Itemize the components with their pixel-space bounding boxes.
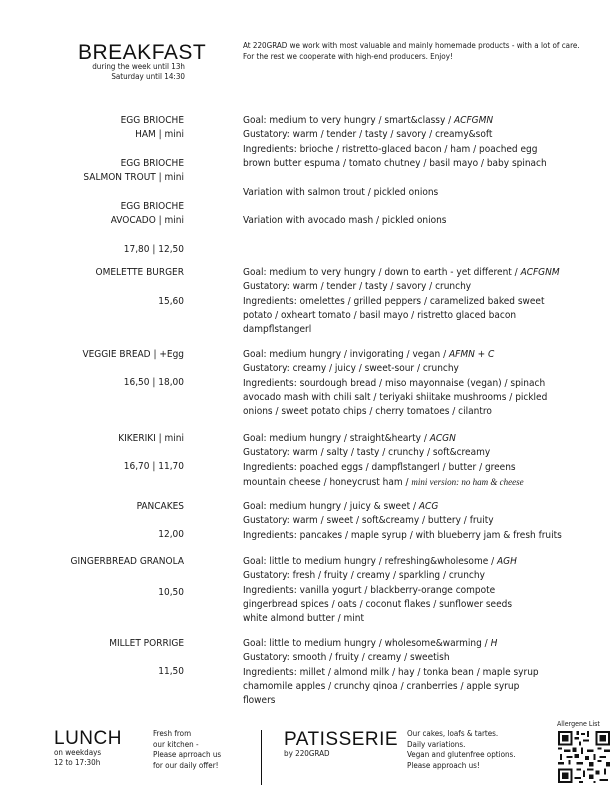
- item-name-omelette-burger: OMELETTE BURGER: [95, 267, 184, 278]
- ingredients-line: white almond butter / mint: [243, 613, 364, 625]
- gustatory-line: Gustatory: warm / salty / tasty / crunchy / soft&creamy: [243, 447, 491, 459]
- item-name-line: HAM | mini: [135, 129, 184, 141]
- ingredients-text: mountain cheese / honeycrust ham /: [243, 476, 412, 488]
- patisserie-sub: by 220GRAD: [284, 749, 330, 758]
- goal-text: Goal: medium hungry / juicy & sweet /: [243, 501, 419, 512]
- variation-salmon: Variation with salmon trout / pickled onions: [243, 187, 439, 198]
- allergen-codes: ACGN: [429, 433, 456, 444]
- ingredients-line: flowers: [243, 695, 276, 707]
- item-desc-kikeriki: [243, 432, 615, 490]
- item-desc-gingerbread-granola: [243, 555, 615, 626]
- patisserie-title: PATISSERIE: [284, 729, 399, 750]
- item-name-line: AVOCADO | mini: [110, 215, 184, 227]
- goal-line: [243, 500, 615, 514]
- lunch-text-line: Please aprroach us: [153, 750, 222, 759]
- item-name-egg-brioche-avocado: [0, 200, 184, 229]
- hours-weekday: during the week until 13h: [92, 62, 185, 71]
- item-price-pancakes: 12,00: [158, 529, 184, 540]
- item-desc-egg-brioche: [243, 114, 615, 171]
- footer-divider: [261, 730, 262, 785]
- ingredients-line: onions / sweet potato chips / cherry tomatoes / cilantro: [243, 406, 492, 418]
- ingredients-line: gingerbread spices / oats / coconut flakes / sunflower seeds: [243, 598, 513, 610]
- qr-code-icon[interactable]: [558, 731, 610, 783]
- patisserie-text-line: Vegan and glutenfree options.: [407, 750, 516, 759]
- ingredients-line: potato / oxheart tomato / basil mayo / ristretto glaced bacon: [243, 309, 517, 321]
- item-name-line: EGG BRIOCHE: [120, 201, 184, 212]
- lunch-hours: [54, 748, 101, 768]
- goal-text: Goal: little to medium hungry / wholesome&warming /: [243, 638, 491, 649]
- ingredients-line: Ingredients: sourdough bread / miso mayonnaise (vegan) / spinach: [243, 377, 546, 389]
- ingredients-line: Ingredients: omelettes / grilled peppers / caramelized baked sweet: [243, 295, 545, 307]
- allergen-codes: ACFGNM: [520, 267, 560, 278]
- item-name-line: SALMON TROUT | mini: [83, 172, 184, 184]
- item-desc-pancakes: [243, 500, 615, 543]
- ingredients-line: dampflstangerl: [243, 324, 312, 336]
- goal-line: [243, 114, 615, 128]
- patisserie-text: [407, 729, 516, 771]
- item-name-gingerbread-granola: GINGERBREAD GRANOLA: [70, 556, 184, 567]
- item-name-egg-brioche-salmon: [0, 157, 184, 186]
- lunch-text-line: Fresh from: [153, 729, 192, 738]
- gustatory-line: Gustatory: creamy / juicy / sweet-sour / crunchy: [243, 363, 459, 375]
- item-price-gingerbread-granola: 10,50: [158, 587, 184, 598]
- page-title: BREAKFAST: [78, 41, 207, 64]
- intro-text: [243, 40, 580, 62]
- goal-text: Goal: medium hungry / straight&hearty /: [243, 433, 430, 444]
- allergen-codes: H: [490, 638, 498, 649]
- goal-text: Goal: medium to very hungry / smart&classy /: [243, 115, 455, 126]
- gustatory-line: Gustatory: smooth / fruity / creamy / sweetish: [243, 652, 450, 664]
- item-desc-omelette-burger: [243, 266, 615, 337]
- variation-avocado: Variation with avocado mash / pickled onions: [243, 215, 447, 226]
- item-price-omelette-burger: 15,60: [158, 296, 184, 307]
- allergen-codes: AGH: [496, 556, 517, 567]
- ingredients-line: [243, 475, 615, 490]
- goal-line: [243, 432, 615, 446]
- patisserie-text-line: Please approach us!: [407, 760, 480, 770]
- item-price-kikeriki: 16,70 | 11,70: [123, 461, 184, 472]
- ingredients-line: avocado mash with chili salt / teriyaki shiitake mushrooms / pickled: [243, 391, 548, 403]
- patisserie-text-line: Daily variations.: [407, 739, 466, 749]
- gustatory-line: Gustatory: warm / tender / tasty / savory / crunchy: [243, 281, 472, 293]
- item-price-millet-porrige: 11,50: [158, 666, 184, 677]
- breakfast-hours: [60, 62, 185, 82]
- item-name-pancakes: PANCAKES: [136, 501, 184, 512]
- item-name-egg-brioche-ham: [0, 114, 184, 143]
- goal-line: [243, 555, 615, 569]
- patisserie-text-line: Our cakes, loafs & tartes.: [407, 729, 499, 738]
- ingredients-line: Ingredients: poached eggs / dampflstangerl / butter / greens: [243, 461, 516, 473]
- lunch-time: 12 to 17:30h: [54, 758, 101, 767]
- allergen-codes: ACFGMN: [454, 115, 494, 126]
- hours-saturday: Saturday until 14:30: [111, 72, 185, 81]
- goal-text: Goal: medium hungry / invigorating / vegan /: [243, 349, 449, 360]
- ingredients-line: Ingredients: brioche / ristretto-glaced bacon / ham / poached egg: [243, 143, 538, 155]
- ingredients-line: brown butter espuma / tomato chutney / basil mayo / baby spinach: [243, 157, 547, 169]
- item-name-millet-porrige: MILLET PORRIGE: [109, 638, 184, 649]
- ingredients-line: Ingredients: vanilla yogurt / blackberry-orange compote: [243, 584, 496, 596]
- goal-line: [243, 637, 615, 651]
- gustatory-line: Gustatory: warm / tender / tasty / savory / creamy&soft: [243, 129, 493, 141]
- ingredients-line: Ingredients: pancakes / maple syrup / with blueberry jam & fresh fruits: [243, 529, 562, 541]
- gustatory-line: Gustatory: fresh / fruity / creamy / sparkling / crunchy: [243, 570, 485, 582]
- lunch-text: [153, 729, 221, 771]
- allergen-codes: AFMN + C: [448, 349, 495, 360]
- allergene-label: Allergene List: [557, 720, 600, 728]
- intro-line-1: At 220GRAD we work with most valuable and mainly homemade products - with a lot of care.: [243, 41, 580, 50]
- mini-version-note: mini version: no ham & cheese: [411, 476, 524, 487]
- item-name-kikeriki: KIKERIKI | mini: [118, 433, 184, 444]
- gustatory-line: Gustatory: warm / sweet / soft&creamy / buttery / fruity: [243, 515, 494, 527]
- lunch-days: on weekdays: [54, 748, 102, 757]
- item-desc-veggie-bread: [243, 348, 615, 419]
- ingredients-line: chamomile apples / crunchy qinoa / cranberries / apple syrup: [243, 680, 520, 692]
- item-price-veggie-bread: 16,50 | 18,00: [123, 377, 184, 388]
- item-desc-millet-porrige: [243, 637, 615, 708]
- goal-text: Goal: little to medium hungry / refreshing&wholesome /: [243, 556, 497, 567]
- intro-line-2: For the rest we cooperate with high-end producers. Enjoy!: [243, 52, 453, 61]
- allergen-codes: ACG: [418, 501, 439, 512]
- ingredients-line: Ingredients: millet / almond milk / hay / tonka bean / maple syrup: [243, 666, 539, 678]
- item-price-egg-brioche: 17,80 | 12,50: [123, 244, 184, 255]
- goal-text: Goal: medium to very hungry / down to earth - yet different /: [243, 267, 521, 278]
- lunch-text-line: for our daily offer!: [153, 760, 219, 770]
- lunch-title: LUNCH: [54, 728, 122, 749]
- goal-line: [243, 348, 615, 362]
- item-name-veggie-bread: VEGGIE BREAD | +Egg: [82, 349, 184, 360]
- item-name-line: EGG BRIOCHE: [120, 115, 184, 126]
- item-name-line: EGG BRIOCHE: [120, 158, 184, 169]
- goal-line: [243, 266, 615, 280]
- lunch-text-line: our kitchen -: [153, 739, 199, 749]
